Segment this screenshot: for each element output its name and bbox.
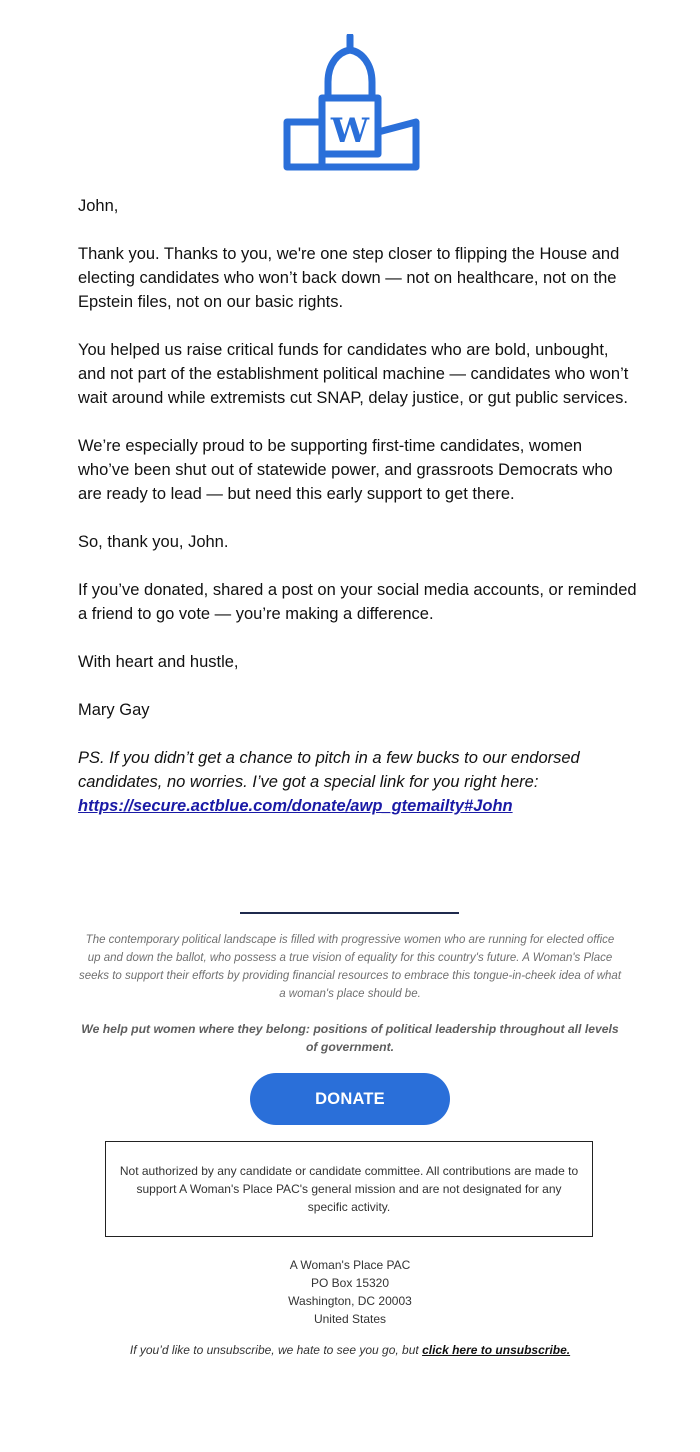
address-line: PO Box 15320 [310, 1276, 390, 1290]
paragraph-text: If you’ve donated, shared a post on your social media accounts, or reminded a friend to go vote — you’re making a difference. [78, 581, 637, 623]
paragraph-5 [78, 578, 638, 626]
paragraph-text: You helped us raise critical funds for candidates who are bold, unbought, and not part of the establishment political machine — candidates who won’t wait around while extremists cut SNAP, delay justice, or gut public services. [78, 341, 629, 407]
letter-body [78, 194, 638, 218]
tagline: We help put women where they belong: positions of political leadership throughout all levels of government. [81, 1022, 619, 1054]
signoff [78, 650, 638, 674]
logo-letter: W [330, 111, 370, 151]
paragraph-2 [78, 338, 638, 410]
mailing-address [0, 1256, 700, 1328]
address-line: Washington, DC 20003 [288, 1294, 412, 1308]
greeting: John, [78, 197, 119, 215]
disclaimer-text: Not authorized by any candidate or candidate committee. All contributions are made to support A Woman's Place PAC's general mission and are not designated for any specific activity. [119, 1164, 579, 1214]
divider [240, 912, 459, 914]
paragraph-1 [78, 242, 638, 314]
paragraph-4 [78, 530, 638, 554]
unsubscribe-link[interactable]: click here to unsubscribe. [422, 1343, 571, 1357]
paragraph-text: Thank you. Thanks to you, we're one step closer to flipping the House and electing candidates who won’t back down — not on healthcare, not on the Epstein files, not on our basic rights. [78, 245, 620, 311]
capitol-logo [282, 34, 420, 172]
paragraph-text: We’re especially proud to be supporting first-time candidates, women who’ve been shut out of statewide power, and grassroots Democrats who are ready to lead — but need this early support to get there. [78, 437, 613, 503]
signature [78, 698, 638, 722]
unsubscribe-line [0, 1343, 700, 1357]
mission-statement: The contemporary political landscape is filled with progressive women who are running for elected office up and down the ballot, who possess a true vision of equality for this country's future. A Woman's Place seeks to support their efforts by providing financial resources to embrace this tongue-in-cheek idea of what a woman's place should be. [78, 934, 622, 1000]
paragraph-text: So, thank you, John. [78, 533, 229, 551]
paragraph-3 [78, 434, 638, 506]
unsubscribe-text: If you’d like to unsubscribe, we hate to see you go, but [129, 1343, 423, 1357]
signature-text: Mary Gay [78, 701, 150, 719]
address-line: United States [313, 1312, 387, 1326]
disclaimer-box [105, 1141, 593, 1237]
ps-text: PS. If you didn’t get a chance to pitch in a few bucks to our endorsed candidates, no worries. I’ve got a special link for you right here: [78, 749, 580, 791]
donate-button[interactable]: DONATE [250, 1073, 450, 1125]
address-line: A Woman's Place PAC [289, 1258, 411, 1272]
signoff-text: With heart and hustle, [78, 653, 239, 671]
postscript [78, 746, 638, 818]
donate-link[interactable]: https://secure.actblue.com/donate/awp_gtemailty#John [78, 797, 513, 815]
